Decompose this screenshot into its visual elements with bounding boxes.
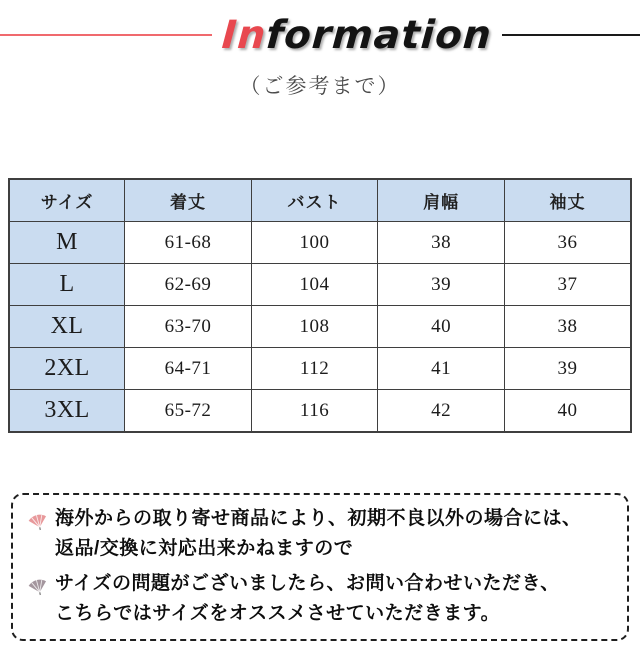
header-line-left bbox=[0, 34, 212, 36]
size-label: 2XL bbox=[9, 348, 125, 390]
column-header-shoulder: 肩幅 bbox=[378, 179, 505, 222]
table-row bbox=[9, 306, 631, 348]
table-cell: 100 bbox=[251, 222, 378, 264]
table-cell: 104 bbox=[251, 264, 378, 306]
table-cell: 40 bbox=[378, 306, 505, 348]
table-row bbox=[9, 390, 631, 433]
note-text bbox=[55, 569, 560, 629]
table-cell: 63-70 bbox=[125, 306, 252, 348]
size-table-header bbox=[9, 179, 631, 222]
table-row bbox=[9, 264, 631, 306]
size-label: 3XL bbox=[9, 390, 125, 433]
note-text bbox=[55, 504, 582, 564]
note-item bbox=[25, 569, 617, 629]
table-cell: 37 bbox=[504, 264, 631, 306]
title-rest: formation bbox=[264, 12, 494, 58]
table-cell: 41 bbox=[378, 348, 505, 390]
header bbox=[0, 10, 640, 60]
size-info-page bbox=[0, 10, 640, 641]
table-cell: 39 bbox=[378, 264, 505, 306]
table-cell: 112 bbox=[251, 348, 378, 390]
column-header-length: 着丈 bbox=[125, 179, 252, 222]
column-header-sleeve: 袖丈 bbox=[504, 179, 631, 222]
folding-fan-icon bbox=[25, 572, 55, 601]
table-cell: 39 bbox=[504, 348, 631, 390]
table-cell: 64-71 bbox=[125, 348, 252, 390]
note-line: こちらではサイズをオススメさせていただきます。 bbox=[55, 603, 501, 624]
folding-fan-icon bbox=[25, 507, 55, 536]
table-cell: 42 bbox=[378, 390, 505, 433]
table-cell: 61-68 bbox=[125, 222, 252, 264]
size-table bbox=[8, 178, 632, 433]
column-header-bust: バスト bbox=[251, 179, 378, 222]
table-cell: 116 bbox=[251, 390, 378, 433]
table-header-row bbox=[9, 179, 631, 222]
table-cell: 108 bbox=[251, 306, 378, 348]
table-cell: 38 bbox=[378, 222, 505, 264]
page-title bbox=[220, 13, 493, 58]
note-item bbox=[25, 504, 617, 564]
note-line: 海外からの取り寄せ商品により、初期不良以外の場合には、 bbox=[55, 508, 582, 529]
table-row bbox=[9, 222, 631, 264]
header-line-right bbox=[502, 34, 640, 36]
column-header-size: サイズ bbox=[9, 179, 125, 222]
table-cell: 36 bbox=[504, 222, 631, 264]
size-label: XL bbox=[9, 306, 125, 348]
table-cell: 65-72 bbox=[125, 390, 252, 433]
notes-box bbox=[11, 493, 629, 641]
size-table-body bbox=[9, 222, 631, 433]
size-label: M bbox=[9, 222, 125, 264]
table-cell: 62-69 bbox=[125, 264, 252, 306]
size-label: L bbox=[9, 264, 125, 306]
note-line: サイズの問題がございましたら、お問い合わせいただき、 bbox=[55, 573, 560, 594]
subtitle: （ご参考まで） bbox=[239, 74, 401, 98]
table-row bbox=[9, 348, 631, 390]
table-cell: 38 bbox=[504, 306, 631, 348]
title-accent: In bbox=[220, 12, 268, 58]
note-line: 返品/交換に対応出来かねますので bbox=[55, 538, 354, 559]
table-cell: 40 bbox=[504, 390, 631, 433]
